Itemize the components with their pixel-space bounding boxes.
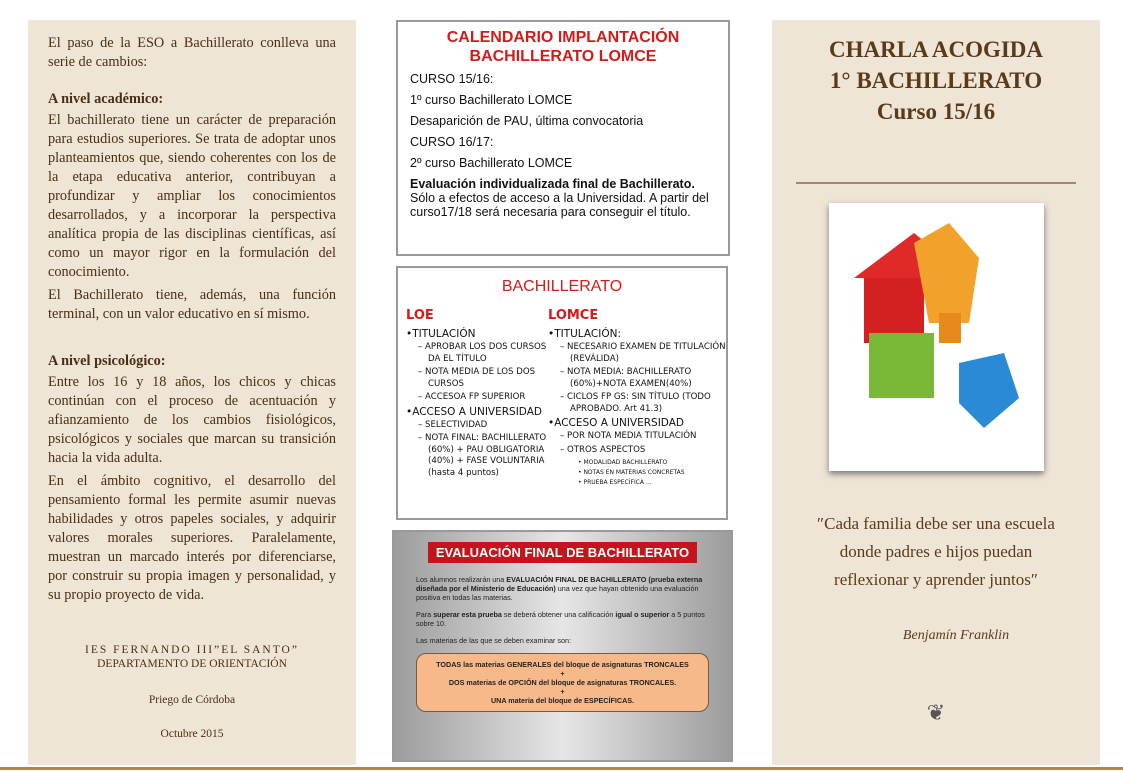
loe-heading: LOE (406, 308, 434, 323)
cover-title: 1° BACHILLERATO (829, 68, 1043, 93)
sub-item: • NOTAS EN MATERIAS CONCRETAS (578, 469, 685, 476)
list-item: – OTROS ASPECTOS (560, 444, 646, 455)
cover-title: CHARLA ACOGIDA (828, 37, 1044, 62)
divider (796, 182, 1076, 184)
calendar-title: CALENDARIO IMPLANTACIÓN BACHILLERATO LOMCE (446, 29, 680, 65)
lomce-heading: LOMCE (548, 308, 599, 323)
calendar-line: CURSO 15/16: (410, 72, 494, 86)
academic-paragraph: El Bachillerato tiene, además, una función terminal, con un valor educativo en sí mismo. (48, 287, 336, 322)
intro-text: El paso de la ESO a Bachillerato conlleva una serie de cambios: (48, 35, 336, 70)
subjects-box: TODAS las materias GENERALES del bloque de asignaturas TRONCALES + DOS materias de OPCIÓN del bloque de asignaturas TRONCALES. + UNA materia del bloque de ESPECÍFICAS. (416, 653, 709, 712)
sub-item: • MODALIDAD BACHILLERATO (578, 459, 668, 466)
calendar-bold: Evaluación individualizada final de Bachillerato. (410, 177, 695, 191)
evaluation-paragraph: Los alumnos realizarán una EVALUACIÓN FINAL DE BACHILLERATO (prueba externa diseñada por el Ministerio de Educación) una vez que hayan obtenido una evaluación positiva en todas las materias. (416, 575, 703, 602)
calendar-line: CURSO 16/17: (410, 135, 494, 149)
calendar-box (396, 20, 730, 256)
date: Octubre 2015 (160, 728, 224, 740)
psych-paragraph: En el ámbito cognitivo, el desarrollo del pensamiento formal les permite asumir nuevas habilidades y otros papeles sociales, y adquirir valores morales superiores. Paralelamente, muestran un marcado interés por diferenciarse, por construir su propia imagen y personalidad, y su propio proyecto de vida. (48, 473, 336, 603)
department: DEPARTAMENTO DE ORIENTACIÓN (97, 658, 287, 670)
list-item: – ACCESOA FP SUPERIOR (418, 392, 526, 402)
calendar-rest: Sólo a efectos de acceso a la Universidad. A partir del curso17/18 será necesaria para conseguir el título. (410, 191, 709, 219)
sub-item: • PRUEBA ESPECÍFICA ... (578, 479, 652, 486)
evaluation-paragraph: Para superar esta prueba se deberá obtener una calificación igual o superior a 5 puntos sobre 10. (416, 610, 705, 628)
school-name: IES FERNANDO III”EL SANTO” (85, 644, 299, 656)
calendar-line: 1º curso Bachillerato LOMCE (410, 93, 573, 107)
lomce-column (548, 308, 726, 488)
evaluation-paragraph: Las materias de las que se deben examinar son: (416, 636, 572, 645)
list-item: – APROBAR LOS DOS CURSOS DA EL TÍTULO (418, 342, 547, 364)
list-heading: •TITULACIÓN: (548, 328, 621, 340)
evaluation-box (392, 530, 733, 762)
list-heading: •ACCESO A UNIVERSIDAD (548, 417, 684, 429)
academic-heading: A nivel académico: (48, 91, 164, 107)
psych-heading: A nivel psicológico: (48, 353, 166, 369)
quote-author: Benjamín Franklin (902, 628, 1010, 643)
list-item: – SELECTIVIDAD (418, 419, 488, 430)
cover-title: Curso 15/16 (876, 99, 996, 124)
academic-paragraph: El bachillerato tiene un carácter de preparación para estudios superiores. Se trata de adoptar unos planteamientos que, siendo coherentes con los de la etapa educativa anterior, contribuyan a profundizar y ampliar los conocimientos desarrollados, y a incorporar la perspectiva analítica propia de las disciplinas científicas, así como un mayor rigor en la formulación del conocimiento. (48, 112, 336, 280)
calendar-line: 2º curso Bachillerato LOMCE (410, 156, 573, 170)
left-panel (28, 20, 356, 765)
comparison-title: BACHILLERATO (501, 278, 623, 295)
list-item: – POR NOTA MEDIA TITULACIÓN (560, 431, 697, 441)
right-panel (772, 20, 1100, 765)
list-heading: •TITULACIÓN (406, 328, 476, 340)
evaluation-title: EVALUACIÓN FINAL DE BACHILLERATO (428, 542, 697, 563)
puzzle-image (829, 203, 1044, 471)
list-item: – NOTA MEDIA: BACHILLERATO (60%)+NOTA EXAMEN(40%) (560, 367, 692, 389)
list-item: – CICLOS FP GS: SIN TÍTULO (TODO APROBADO. Art 41.3) (560, 392, 711, 414)
list-item: – NOTA FINAL: BACHILLERATO (60%) + PAU OBLIGATORIA (40%) + FASE VOLUNTARIA (hasta 4 puntos) (418, 433, 547, 478)
loe-column (406, 308, 556, 481)
quote: ″Cada familia debe ser una escuela donde padres e hijos puedan reflexionar y aprender juntos″ (817, 514, 1055, 589)
bottom-border (0, 767, 1123, 770)
list-item: – NOTA MEDIA DE LOS DOS CURSOS (418, 367, 536, 389)
town: Priego de Córdoba (148, 694, 236, 706)
list-item: – NECESARIO EXAMEN DE TITULACIÓN (REVÁLIDA) (560, 342, 726, 364)
calendar-line: Desaparición de PAU, última convocatoria (410, 114, 644, 128)
list-heading: •ACCESO A UNIVERSIDAD (406, 405, 542, 418)
psych-paragraph: Entre los 16 y 18 años, los chicos y chicas continúan con el proceso de acentuación y afianzamiento de los cambios fisiológicos, psicológicos y sociales que marcan su transición hacia la vida adulta. (48, 374, 336, 466)
ornament-icon: ❦ (926, 700, 946, 725)
comparison-box (396, 266, 728, 520)
